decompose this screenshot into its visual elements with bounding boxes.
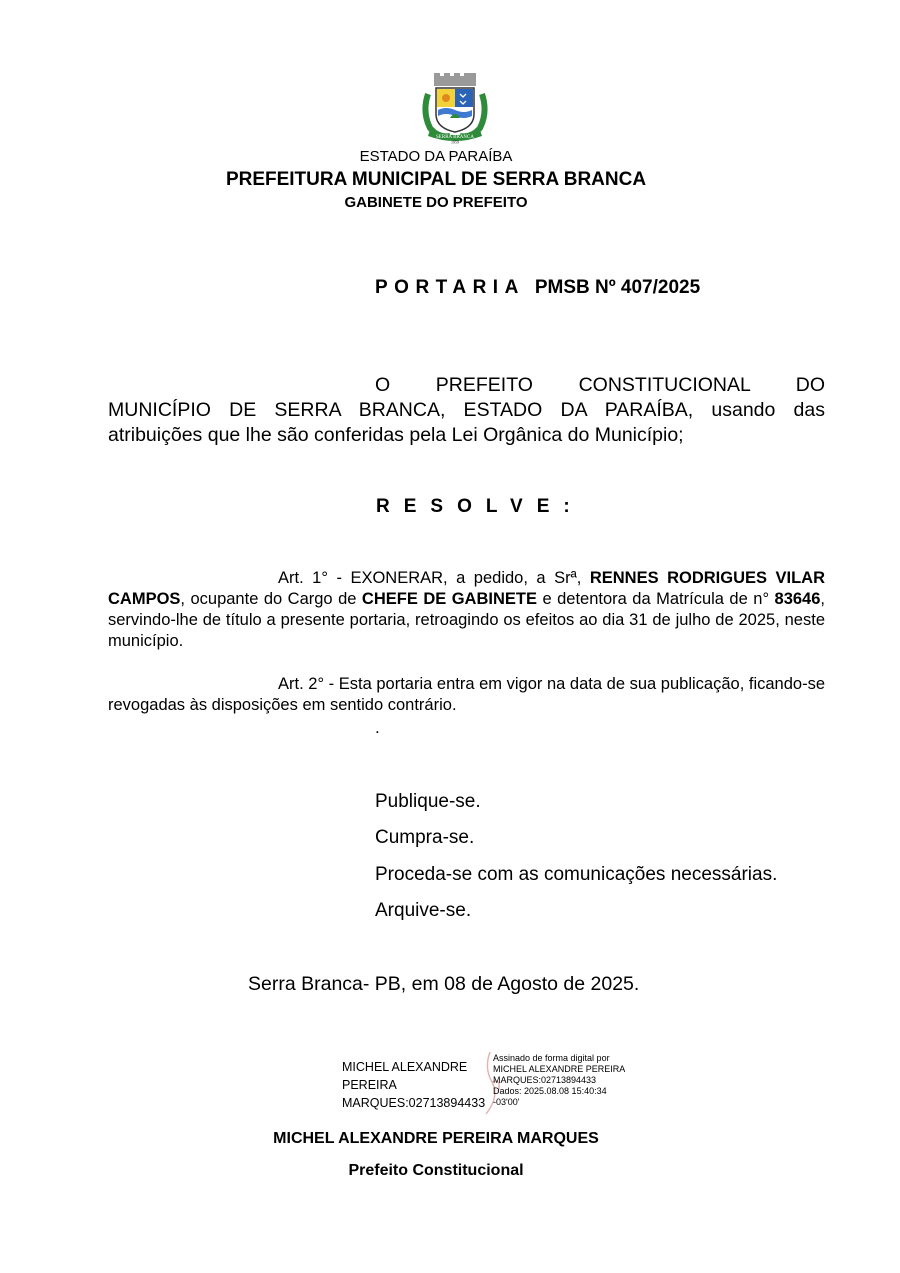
article-2: Art. 2° - Esta portaria entra em vigor na data de sua publicação, ficando-se revogadas às disposições em sentido contrário. <box>108 675 825 714</box>
crest-year: 1959 <box>451 139 459 144</box>
preamble-line-2: MUNICÍPIO DE SERRA BRANCA, ESTADO DA PARAÍBA, usando das <box>108 399 825 421</box>
sig-name-line-1: MICHEL ALEXANDRE <box>342 1060 468 1074</box>
closing-arquive: Arquive-se. <box>375 900 472 921</box>
closing-proceda: Proceda-se com as comunicações necessárias. <box>375 864 778 885</box>
closing-cumpra: Cumpra-se. <box>375 827 475 848</box>
article-1 <box>108 568 825 652</box>
art1-mid1: , ocupante do Cargo de <box>180 590 362 608</box>
sig-info-line-3: MARQUES:02713894433 <box>493 1075 597 1085</box>
municipal-crest-icon <box>420 72 490 144</box>
preamble-line-1: O PREFEITO CONSTITUCIONAL DO <box>375 374 825 396</box>
closing-publique: Publique-se. <box>375 791 481 812</box>
portaria-number: PMSB Nº 407/2025 <box>534 277 701 298</box>
art1-suffix: , servindo-lhe de título a presente portaria, retroagindo os efeitos ao dia 31 de julho de 2025, neste município. <box>108 590 825 650</box>
portaria-word: PORTARIA <box>375 277 525 298</box>
crest-ribbon-text: SERRA BRANCA <box>436 135 474 140</box>
preamble-line-3: atribuições que lhe são conferidas pela Lei Orgânica do Município; <box>108 424 684 446</box>
resolve-heading: RESOLVE: <box>376 496 584 517</box>
date-line: Serra Branca- PB, em 08 de Agosto de 2025. <box>248 973 640 995</box>
signer-name: MICHEL ALEXANDRE PEREIRA MARQUES <box>273 1130 599 1147</box>
sig-name-line-3: MARQUES:02713894433 <box>342 1096 486 1110</box>
gabinete-heading: GABINETE DO PREFEITO <box>344 194 528 211</box>
state-heading: ESTADO DA PARAÍBA <box>359 148 513 165</box>
signer-role: Prefeito Constitucional <box>348 1162 524 1179</box>
portaria-title <box>375 277 700 299</box>
stray-dot: . <box>375 718 380 737</box>
sig-name-line-2: PEREIRA <box>342 1078 397 1092</box>
prefeitura-heading: PREFEITURA MUNICIPAL DE SERRA BRANCA <box>225 169 647 190</box>
sig-info-line-5: -03'00' <box>493 1097 520 1107</box>
digital-signature-info <box>493 1053 643 1108</box>
art1-matricula: 83646 <box>774 590 821 608</box>
sig-info-line-4: Dados: 2025.08.08 15:40:34 <box>493 1086 607 1096</box>
art1-prefix: Art. 1° - EXONERAR, a pedido, a Srª, <box>278 569 590 587</box>
sig-info-line-2: MICHEL ALEXANDRE PEREIRA <box>493 1064 626 1074</box>
art1-name: RENNES RODRIGUES VILAR CAMPOS <box>108 569 826 608</box>
art1-cargo: CHEFE DE GABINETE <box>361 590 537 608</box>
art1-mid2: e detentora da Matrícula de n° <box>536 590 775 608</box>
sig-info-line-1: Assinado de forma digital por <box>493 1053 610 1063</box>
